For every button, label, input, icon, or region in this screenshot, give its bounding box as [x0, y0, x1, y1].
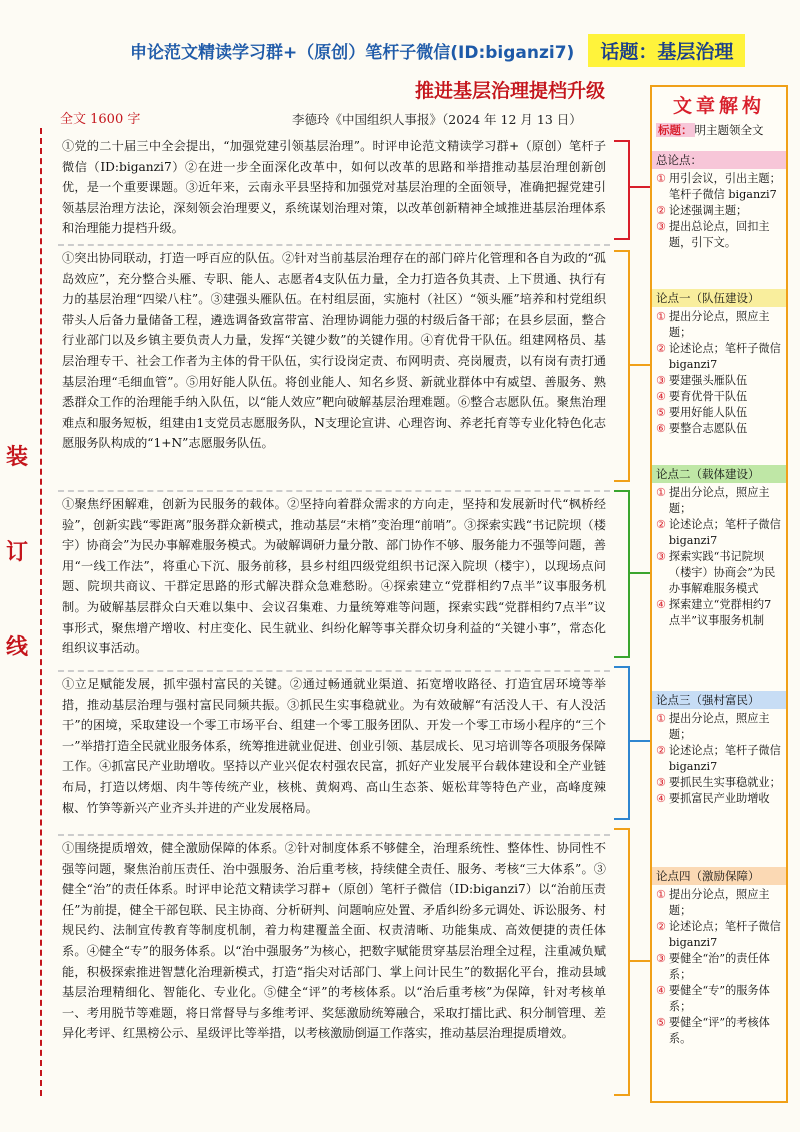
item-number: ⑤ [656, 1016, 666, 1029]
item-number: ③ [656, 776, 666, 789]
item-text: 要健全“专”的服务体系； [668, 984, 770, 1013]
point-four-section [58, 836, 610, 1072]
item-number: ③ [656, 550, 666, 563]
point-two-paragraph: ①聚焦纾困解难，创新为民服务的载体。②坚持向着群众需求的方向走，坚持和发展新时代“枫桥经验”，创新实践“零距离”服务群众新模式，推动基层“末梢”变治理“前哨”。③探索实践“书记院坝（楼宇）协商会”为民办事解难服务模式。为破解调研力量分散、部门协作不够、服务能力不强等问题，善用“一线工作法”，将重心下沉、服务前移，县乡村组四级党组织书记深入院坝（楼宇），以现场点问题、院坝共商议、干群定思路的形式解决群众急难愁盼。④探索建立“党群相约7点半”议事服务机制。为破解基层群众白天难以集中、会议召集难、力量统筹难等问题，探索实践“党群相约7点半”议事形式，聚焦增产增收、村庄变化、民生就业、纠纷化解等事关群众切身利益的“关键小事”，常态化组织议事活动。 [62, 497, 606, 656]
item-number: ② [656, 342, 666, 355]
list-item [656, 791, 782, 807]
article-body [58, 134, 610, 1072]
item-number: ⑥ [656, 422, 666, 435]
item-number: ① [656, 310, 666, 323]
author-source: 李德玲《中国组织人事报》（2024 年 12 月 13 日） [292, 112, 582, 127]
item-number: ① [656, 888, 666, 901]
item-text: 提出分论点，照应主题； [668, 888, 770, 917]
list-item [656, 341, 782, 373]
item-text: 提出分论点，照应主题； [668, 712, 770, 741]
item-number: ④ [656, 792, 666, 805]
list-item [656, 517, 782, 549]
binding-char: 订 [6, 540, 29, 565]
item-number: ① [656, 712, 666, 725]
item-number: ② [656, 744, 666, 757]
item-text: 要育优骨干队伍 [668, 390, 748, 403]
item-text: 论述论点；笔杆子微信 biganzi7 [668, 342, 781, 371]
item-text: 提出总论点，回扣主题，引下文。 [668, 220, 770, 249]
article-title: 推进基层治理提档升级 [414, 80, 605, 102]
list-item [656, 485, 782, 517]
list-item [656, 171, 782, 203]
item-number: ⑤ [656, 406, 666, 419]
card-head: 论点三（强村富民） [652, 691, 786, 709]
point-three-section [58, 672, 610, 836]
item-number: ① [656, 172, 666, 185]
item-text: 要健全“治”的责任体系； [668, 952, 770, 981]
card-list [652, 711, 786, 807]
item-number: ④ [656, 390, 666, 403]
list-item [656, 549, 782, 597]
card-list [652, 485, 786, 629]
item-text: 论述强调主题； [668, 204, 748, 217]
list-item [656, 743, 782, 775]
sidebar-title: 文章解构 [672, 95, 765, 117]
item-text: 要健全“评”的考核体系。 [668, 1016, 770, 1045]
structure-sidebar [650, 85, 788, 1103]
bracket-intro [614, 140, 630, 240]
item-text: 探索建立“党群相约7点半”议事服务机制 [668, 598, 772, 627]
list-item [656, 389, 782, 405]
bracket-point-two [614, 490, 630, 658]
item-text: 论述论点；笔杆子微信 biganzi7 [668, 518, 781, 547]
item-text: 论述论点；笔杆子微信 biganzi7 [668, 920, 781, 949]
card-head: 总论点： [652, 151, 786, 169]
intro-section [58, 134, 610, 246]
title-tag-text: 明主题领全文 [694, 123, 764, 137]
item-text: 提出分论点，照应主题； [668, 310, 770, 339]
item-text: 要抓民生实事稳就业； [668, 776, 781, 789]
list-item [656, 309, 782, 341]
list-item [656, 887, 782, 919]
card-head: 论点二（载体建设） [652, 465, 786, 483]
item-number: ④ [656, 984, 666, 997]
card-head: 论点四（激励保障） [652, 867, 786, 885]
topic-badge: 话题：基层治理 [588, 34, 745, 67]
card-point-four [652, 867, 786, 1047]
item-text: 论述论点；笔杆子微信 biganzi7 [668, 744, 781, 773]
item-number: ② [656, 518, 666, 531]
card-list [652, 171, 786, 251]
item-text: 要建强头雁队伍 [668, 374, 748, 387]
card-point-three [652, 691, 786, 807]
card-list [652, 309, 786, 437]
binding-char: 线 [6, 635, 29, 660]
word-count: 全文 1600 字 [60, 112, 141, 127]
item-text: 要用好能人队伍 [668, 406, 748, 419]
header [130, 34, 780, 67]
item-text: 用引会议，引出主题；笔杆子微信 biganzi7 [668, 172, 781, 201]
list-item [656, 711, 782, 743]
item-number: ③ [656, 374, 666, 387]
bracket-point-four [614, 828, 630, 1096]
point-three-paragraph: ①立足赋能发展，抓牢强村富民的关键。②通过畅通就业渠道、拓宽增收路径、打造宜居环境等举措，推动基层治理与强村富民同频共振。③抓民生实事稳就业。为有效破解“有活没人干、有人没活干”的困境，采取建设一个零工市场平台、组建一个零工服务团队、开发一个零工市场小程序的“三个一”举措打造全民就业服务体系，统筹推进就业促进、创业引领、基层成长、见习培训等各项服务保障工作。④抓富民产业助增收。坚持以产业兴促农村强农民富，抓好产业发展平台载体建设和全产业链布局，打造以烤烟、肉牛等传统产业，核桃、黄焖鸡、高山生态茶、姬松茸等特色产业，高峰度辣椒、竹笋等新兴产业齐头并进的产业发展格局。 [62, 677, 606, 815]
card-overview [652, 151, 786, 251]
list-item [656, 405, 782, 421]
list-item [656, 597, 782, 629]
item-number: ④ [656, 598, 666, 611]
card-list [652, 887, 786, 1047]
item-text: 提出分论点，照应主题； [668, 486, 770, 515]
item-number: ③ [656, 952, 666, 965]
title-note [652, 118, 786, 138]
point-two-section [58, 492, 610, 672]
item-text: 要抓富民产业助增收 [668, 792, 770, 805]
binding-line [40, 128, 42, 1096]
connector-tick [628, 186, 650, 188]
item-number: ② [656, 204, 666, 217]
card-point-one [652, 289, 786, 437]
brand-line: 申论范文精读学习群+（原创）笔杆子微信(ID:biganzi7) [130, 43, 575, 63]
intro-paragraph: ①党的二十届三中全会提出，“加强党建引领基层治理”。时评申论范文精读学习群+（原创）笔杆子微信（ID:biganzi7）②在进一步全面深化改革中，如何以改革的思路和举措推动基层治理创新创优，是一个重要课题。③近年来，云南永平县坚持和加强党对基层治理的全面领导，准确把握党建引领基层治理方法论，深刻领会治理要义，系统谋划治理对策，以改革创新精神全域推进基层治理体系和治理能力提档升级。 [62, 139, 606, 236]
list-item [656, 373, 782, 389]
list-item [656, 203, 782, 219]
point-four-paragraph: ①围绕提质增效，健全激励保障的体系。②针对制度体系不够健全，治理系统性、整体性、协同性不强等问题，聚焦治前压责任、治中强服务、治后重考核，持续健全责任、服务、考核“三大体系”。③健全“治”的责任体系。时评申论范文精读学习群+（原创）笔杆子微信（ID:biganzi7）以“治前压责任”为前提，健全干部包联、民主协商、分析研判、问题响应处置、矛盾纠纷多元调处、诉讼服务、村规民约、法制宣传教育等制度机制，着力构建覆盖全面、权责清晰、功能集成、高效便捷的责任体系。④健全“专”的服务体系。以“治中强服务”为核心，把数字赋能贯穿基层治理全过程，注重减负赋能，积极探索推进智慧化治理新模式，打造“指尖对话部门、掌上问计民生”的数据化平台，推动县域基层治理精细化、智能化、专业化。⑤健全“评”的考核体系。以“治后重考核”为保障，针对考核单一、考用脱节等难题，将日常督导与多维考评、奖惩激励统筹融合，采取打擂比武、积分制管理、差异化考评、红黑榜公示、星级评比等举措，以考核激励倒逼工作落实，推动基层治理提质增效。 [62, 841, 606, 1041]
connector-tick [628, 572, 650, 574]
item-number: ② [656, 920, 666, 933]
point-one-paragraph: ①突出协同联动，打造一呼百应的队伍。②针对当前基层治理存在的部门碎片化管理和各自为政的“孤岛效应”，充分整合头雁、专职、能人、志愿者4支队伍力量，全力打造各负其责、上下贯通、执行有力的基层治理“四梁八柱”。③建强头雁队伍。在村组层面，实施村（社区）“领头雁”培养和村党组织带头人后备力量储备工程，遴选调备致富带富、治理协调能力强的村级后备干部；在县乡层面，整合行业部门以及乡镇主要负责人力量，发挥“关键少数”的关键作用。④育优骨干队伍。组建网格员、基层治理专干、社会工作者为主体的骨干队伍，实行设岗定责、布网明责、亮岗履责，以有岗有责打通基层治理“毛细血管”。⑤用好能人队伍。将创业能人、知名乡贤、新就业群体中有威望、善服务、熟悉群众工作的治理能手纳入队伍，以“能人效应”靶向破解基层治理难题。⑥整合志愿队伍。聚焦治理难点和服务短板，组建由1支党员志愿服务队，N支理论宣讲、心理咨询、养老托育等专业化特色化志愿服务队构成的“1+N”志愿服务队伍。 [62, 251, 606, 451]
item-number: ① [656, 486, 666, 499]
item-text: 探索实践“书记院坝（楼宇）协商会”为民办事解难服务模式 [668, 550, 776, 595]
list-item [656, 951, 782, 983]
connector-tick [628, 740, 650, 742]
binding-char: 装 [6, 445, 29, 470]
card-head: 论点一（队伍建设） [652, 289, 786, 307]
list-item [656, 1015, 782, 1047]
connector-tick [628, 960, 650, 962]
bracket-point-one [614, 250, 630, 482]
bracket-point-three [614, 666, 630, 820]
list-item [656, 983, 782, 1015]
title-tag: 标题： [658, 123, 693, 137]
connector-tick [628, 364, 650, 366]
point-one-section [58, 246, 610, 492]
list-item [656, 219, 782, 251]
item-number: ③ [656, 220, 666, 233]
list-item [656, 775, 782, 791]
list-item [656, 421, 782, 437]
card-point-two [652, 465, 786, 629]
list-item [656, 919, 782, 951]
item-text: 要整合志愿队伍 [668, 422, 748, 435]
